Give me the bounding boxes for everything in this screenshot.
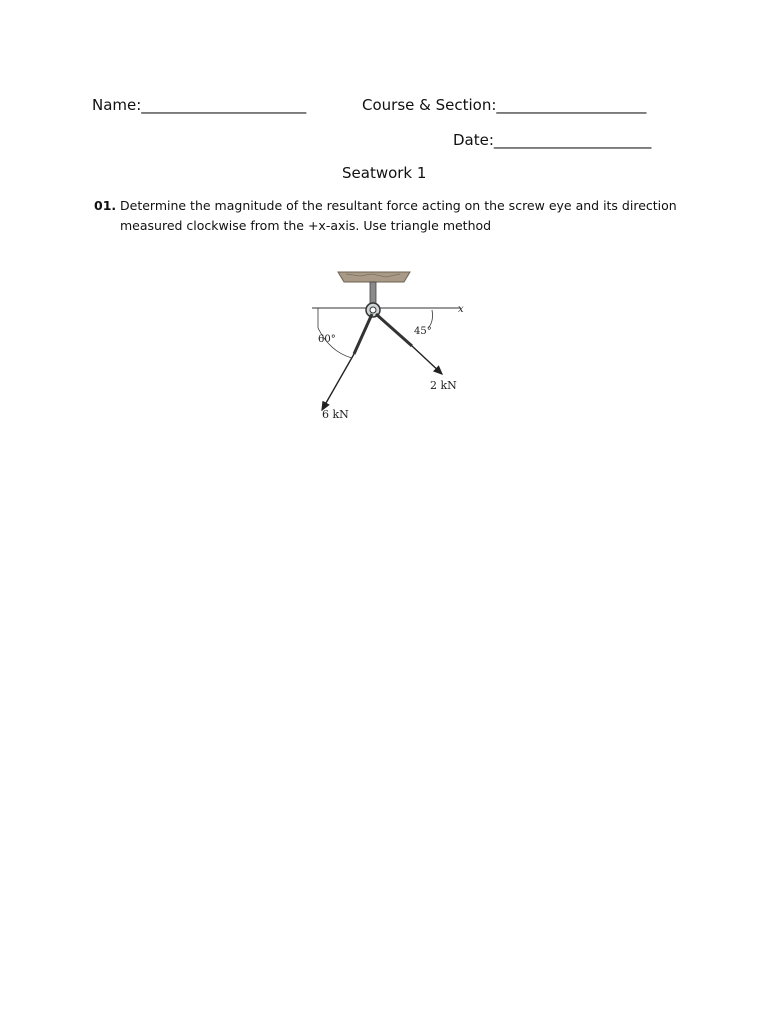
angle-45-label: 45° <box>414 326 432 337</box>
question-text-line-1: Determine the magnitude of the resultant force acting on the screw eye and its direction <box>120 198 677 213</box>
page-title: Seatwork 1 <box>342 164 427 182</box>
force-6kn-rod <box>354 314 372 354</box>
force-2kn-label: 2 kN <box>430 379 457 392</box>
screw-eye-force-diagram <box>300 258 480 428</box>
angle-60-label: 60° <box>318 334 336 345</box>
force-2kn-rod <box>376 314 412 346</box>
date-field-label: Date:_____________________ <box>453 131 652 149</box>
question-text-line-2: measured clockwise from the +x-axis. Use triangle method <box>120 218 492 233</box>
screw-stem <box>370 282 376 304</box>
support-block <box>338 272 410 282</box>
force-6kn-arrow <box>322 354 354 410</box>
x-axis-label: x <box>458 304 464 315</box>
force-6kn-label: 6 kN <box>322 408 349 421</box>
course-section-field-label: Course & Section:____________________ <box>362 96 647 114</box>
question-number: 01. <box>94 198 117 213</box>
name-field-label: Name:______________________ <box>92 96 307 114</box>
force-2kn-arrow <box>412 346 442 374</box>
